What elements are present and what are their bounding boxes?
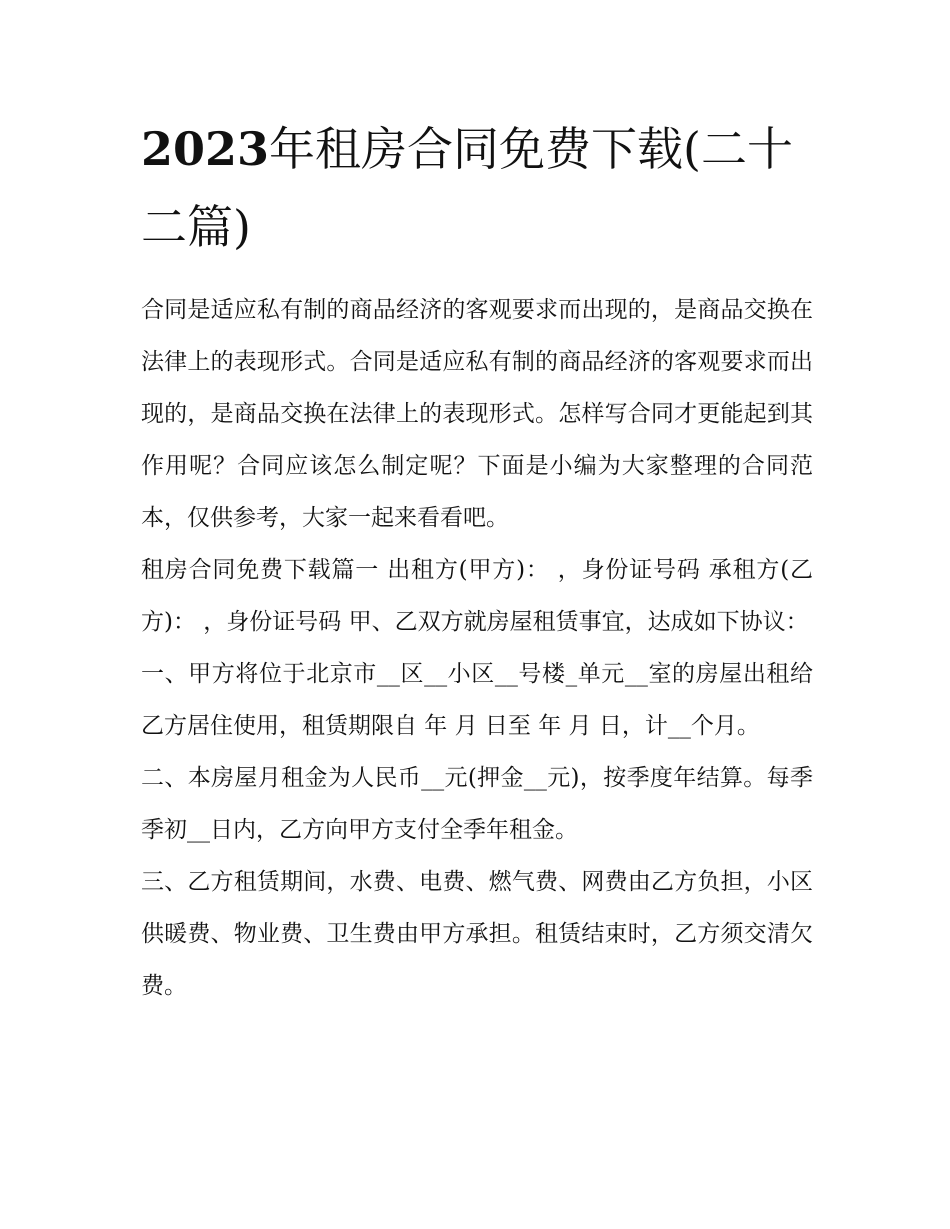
- title-text: 年租房合同免费下载(二十二篇): [141, 122, 793, 254]
- title-year: 2023: [141, 122, 270, 176]
- clause-3-paragraph: 三、乙方租赁期间，水费、电费、燃气费、网费由乙方负担，小区供暖费、物业费、卫生费由甲方承担。租赁结束时，乙方须交清欠费。: [141, 869, 813, 999]
- clause-2-paragraph: 二、本房屋月租金为人民币__元(押金__元)，按季度年结算。每季季初__日内，乙方向甲方支付全季年租金。: [141, 765, 813, 843]
- intro-paragraph: 合同是适应私有制的商品经济的客观要求而出现的，是商品交换在法律上的表现形式。合同是适应私有制的商品经济的客观要求而出现的，是商品交换在法律上的表现形式。怎样写合同才更能起到其作用呢？合同应该怎么制定呢？下面是小编为大家整理的合同范本，仅供参考，大家一起来看看吧。: [141, 297, 813, 531]
- parties-paragraph: 租房合同免费下载篇一 出租方(甲方)： ，身份证号码 承租方(乙方)： ，身份证号码 甲、乙双方就房屋租赁事宜，达成如下协议：: [141, 557, 813, 635]
- document-page: [141, 110, 813, 1012]
- document-title: [141, 110, 813, 266]
- clause-1-paragraph: 一、甲方将位于北京市__区__小区__号楼_单元__室的房屋出租给乙方居住使用，租赁期限自 年 月 日至 年 月 日，计__个月。: [141, 661, 813, 739]
